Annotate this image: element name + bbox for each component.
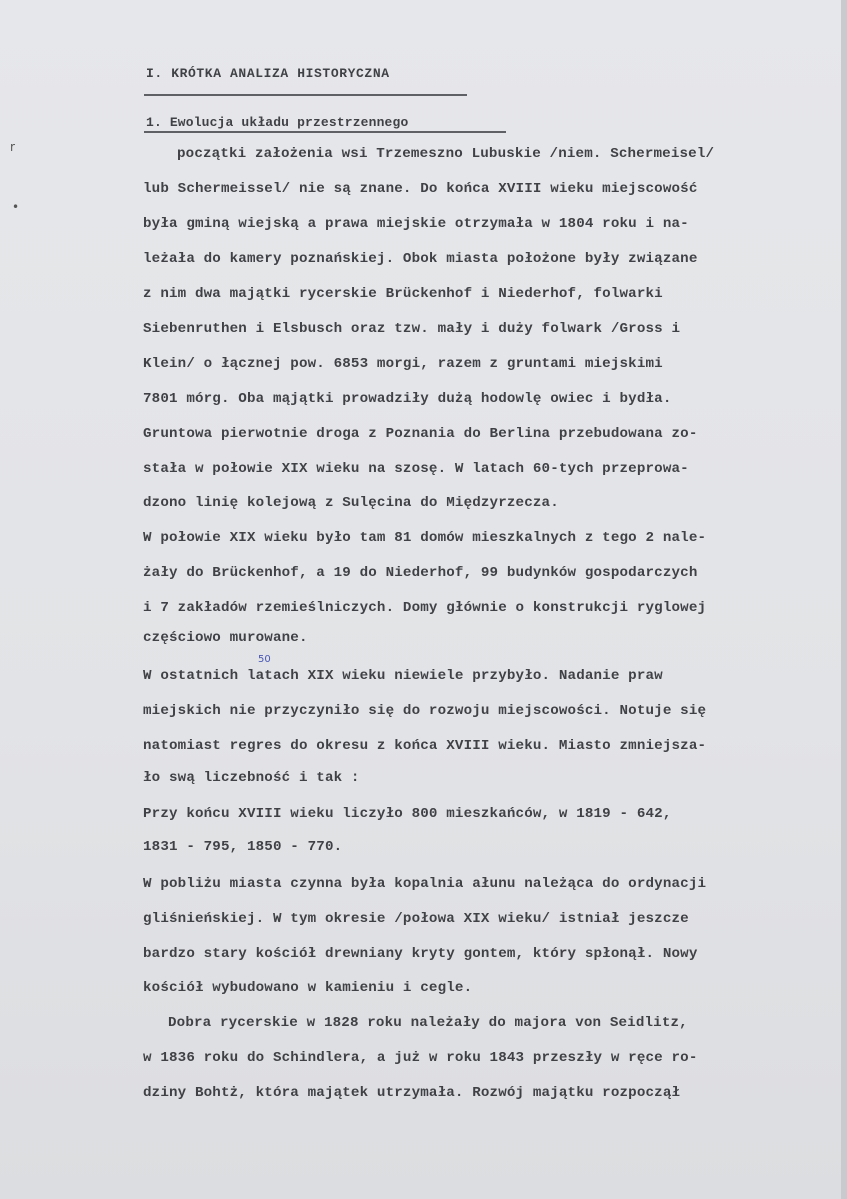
text-line: Przy końcu XVIII wieku liczyło 800 mieszkańców, w 1819 - 642,	[143, 806, 672, 822]
text-line: Dobra rycerskie w 1828 roku należały do majora von Seidlitz,	[168, 1015, 688, 1031]
text-line: ło swą liczebność i tak :	[143, 770, 360, 786]
heading-underline	[144, 94, 467, 96]
text-line: W ostatnich latach XIX wieku niewiele przybyło. Nadanie praw	[143, 668, 663, 684]
text-line: Gruntowa pierwotnie droga z Poznania do Berlina przebudowana zo-	[143, 426, 698, 442]
text-line: 7801 mórg. Oba mąjątki prowadziły dużą hodowlę owiec i bydła.	[143, 391, 672, 407]
text-line: leżała do kamery poznańskiej. Obok miasta położone były związane	[143, 251, 698, 267]
text-line: żały do Brückenhof, a 19 do Niederhof, 99 budynków gospodarczych	[143, 565, 698, 581]
text-line: bardzo stary kościół drewniany kryty gontem, który spłonął. Nowy	[143, 946, 698, 962]
text-line: W połowie XIX wieku było tam 81 domów mieszkalnych z tego 2 nale-	[143, 530, 707, 546]
text-line: częściowo murowane.	[143, 630, 308, 646]
text-line: Klein/ o łącznej pow. 6853 morgi, razem z gruntami miejskimi	[143, 356, 663, 372]
subheading-underline	[144, 131, 506, 133]
text-line: dzono linię kolejową z Sulęcina do Międzyrzecza.	[143, 495, 559, 511]
text-line: 1831 - 795, 1850 - 770.	[143, 839, 343, 855]
text-line: miejskich nie przyczyniło się do rozwoju miejscowości. Notuje się	[143, 703, 707, 719]
subsection-heading: 1. Ewolucja układu przestrzennego	[146, 115, 409, 130]
text-line: była gminą wiejską a prawa miejskie otrzymała w 1804 roku i na-	[143, 216, 689, 232]
page-edge	[841, 0, 847, 1199]
text-line: kościół wybudowano w kamieniu i cegle.	[143, 980, 473, 996]
margin-mark: •	[12, 200, 20, 214]
text-line: początki założenia wsi Trzemeszno Lubuskie /niem. Schermeisel/	[177, 146, 715, 162]
text-line: lub Schermeissel/ nie są znane. Do końca XVIII wieku miejscowość	[143, 181, 698, 197]
text-line: Siebenruthen i Elsbusch oraz tzw. mały i duży folwark /Gross i	[143, 321, 681, 337]
handwritten-note: 50	[258, 654, 271, 665]
text-line: gliśnieńskiej. W tym okresie /połowa XIX wieku/ istniał jeszcze	[143, 911, 689, 927]
text-line: w 1836 roku do Schindlera, a już w roku 1843 przeszły w ręce ro-	[143, 1050, 698, 1066]
text-line: dziny Bohtż, która majątek utrzymała. Rozwój majątku rozpoczął	[143, 1085, 681, 1101]
section-heading: I. KRÓTKA ANALIZA HISTORYCZNA	[146, 66, 390, 81]
text-line: natomiast regres do okresu z końca XVIII wieku. Miasto zmniejsza-	[143, 738, 707, 754]
margin-mark: r	[10, 140, 15, 154]
text-line: z nim dwa majątki rycerskie Brückenhof i Niederhof, folwarki	[143, 286, 663, 302]
text-line: W pobliżu miasta czynna była kopalnia ałunu należąca do ordynacji	[143, 876, 707, 892]
text-line: stała w połowie XIX wieku na szosę. W latach 60-tych przeprowa-	[143, 461, 689, 477]
text-line: i 7 zakładów rzemieślniczych. Domy głównie o konstrukcji ryglowej	[143, 600, 707, 616]
